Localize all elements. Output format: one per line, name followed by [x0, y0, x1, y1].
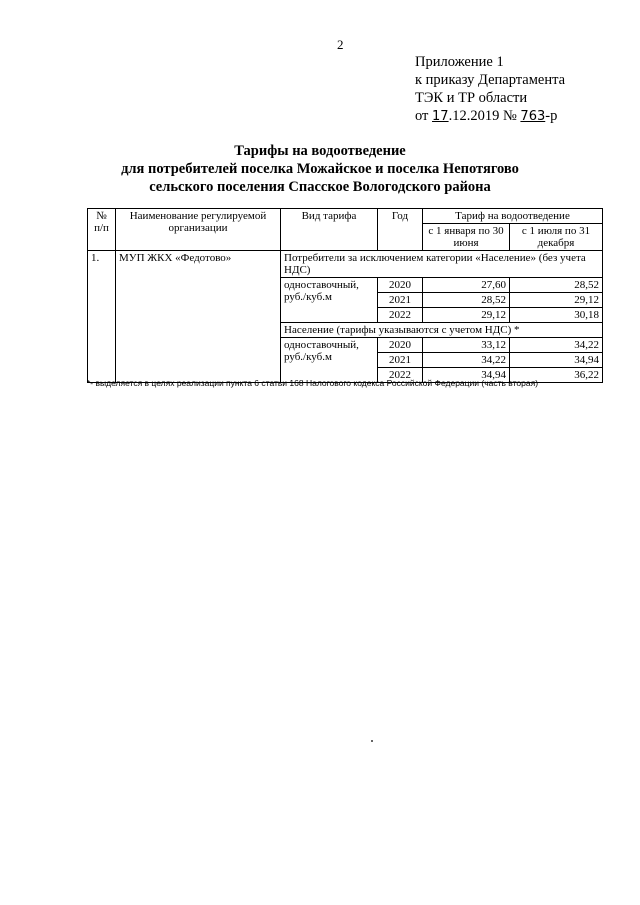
- group-2-label: Население (тарифы указываются с учетом НДС) *: [281, 323, 603, 338]
- year-cell: 2021: [378, 293, 423, 308]
- date-prefix: от: [415, 108, 429, 124]
- title-line-2: для потребителей поселка Можайское и поселка Непотягово: [121, 161, 519, 177]
- year-cell: 2020: [378, 338, 423, 353]
- header-type: Вид тарифа: [281, 209, 378, 251]
- footnote: *- выделяется в целях реализации пункта 6 статьи 168 Налогового кодекса Российской Федерации (часть вторая): [87, 378, 539, 388]
- header-period-2: с 1 июля по 31 декабря: [510, 224, 603, 251]
- tariff-h2-cell: 28,52: [510, 278, 603, 293]
- title-line-3: сельского поселения Спасское Вологодского района: [149, 179, 491, 195]
- tariff-h1-cell: 34,22: [423, 353, 510, 368]
- tariff-table: [87, 208, 603, 383]
- document-title: [0, 142, 640, 196]
- appendix-block: [415, 53, 565, 126]
- table-row: [88, 251, 603, 278]
- tariff-h1-cell: 27,60: [423, 278, 510, 293]
- title-line-1: Тарифы на водоотведение: [234, 143, 406, 159]
- tariff-h2-cell: 34,22: [510, 338, 603, 353]
- tariff-h2-cell: 29,12: [510, 293, 603, 308]
- header-org: Наименование регулируемой организации: [116, 209, 281, 251]
- header-num: № п/п: [88, 209, 116, 251]
- appendix-line-2: к приказу Департамента: [415, 72, 566, 88]
- tariff-h2-cell: 30,18: [510, 308, 603, 323]
- header-period-1: с 1 января по 30 июня: [423, 224, 510, 251]
- group-1-label: Потребители за исключением категории «Население» (без учета НДС): [281, 251, 603, 278]
- appendix-line-1: Приложение 1: [415, 54, 504, 70]
- group-1-type: одноставочный, руб./куб.м: [281, 278, 378, 323]
- tariff-h1-cell: 29,12: [423, 308, 510, 323]
- header-year: Год: [378, 209, 423, 251]
- header-tariff: Тариф на водоотведение: [423, 209, 603, 224]
- date-rest: .12.2019 №: [448, 108, 517, 124]
- scan-speck: [371, 740, 373, 742]
- org-name: МУП ЖКХ «Федотово»: [116, 251, 281, 383]
- tariff-h2-cell: 34,94: [510, 353, 603, 368]
- group-2-type: одноставочный, руб./куб.м: [281, 338, 378, 383]
- appendix-date-line: [415, 107, 565, 126]
- year-cell: 2022: [378, 368, 423, 383]
- tariff-h1-cell: 28,52: [423, 293, 510, 308]
- year-cell: 2020: [378, 278, 423, 293]
- year-cell: 2022: [378, 308, 423, 323]
- header-row-1: [88, 209, 603, 224]
- appendix-line-3: ТЭК и ТР области: [415, 90, 528, 106]
- row-number: 1.: [88, 251, 116, 383]
- order-suffix: -р: [545, 108, 558, 124]
- date-day: 17: [432, 109, 449, 124]
- tariff-h2-cell: 36,22: [510, 368, 603, 383]
- year-cell: 2021: [378, 353, 423, 368]
- page-number: 2: [337, 37, 344, 52]
- order-number: 763: [520, 109, 546, 124]
- tariff-h1-cell: 34,94: [423, 368, 510, 383]
- tariff-h1-cell: 33,12: [423, 338, 510, 353]
